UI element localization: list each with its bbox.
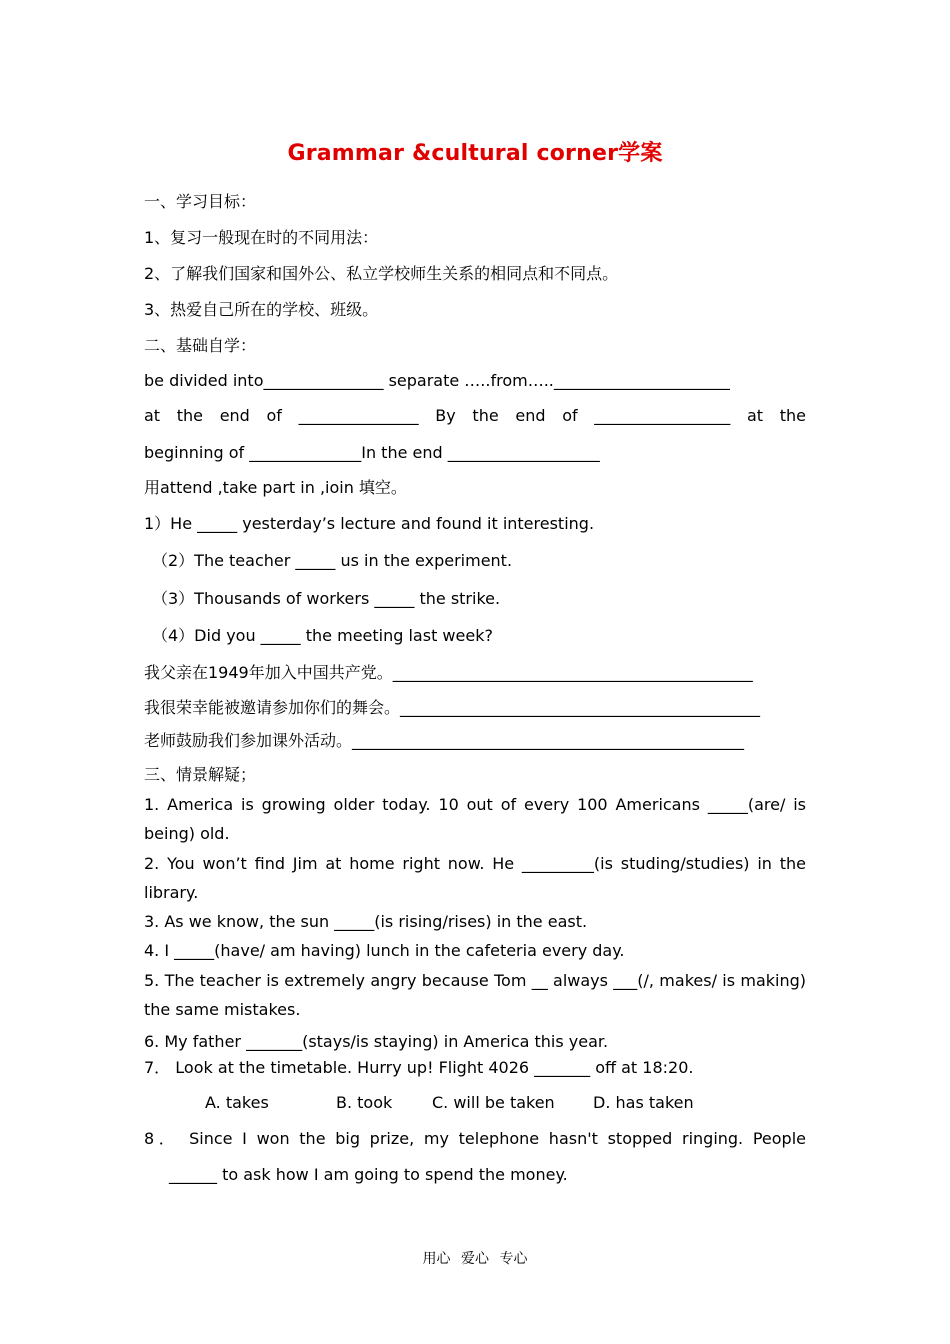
phrase-line: be divided into_______________ separate …..from…..______________________ xyxy=(144,371,730,390)
translation-item: 我父亲在1949年加入中国共产党。_____________________________________________ xyxy=(144,663,753,682)
fill-item: 1）He _____ yesterday’s lecture and found it interesting. xyxy=(144,514,595,533)
fill-item: （3）Thousands of workers _____ the strike. xyxy=(152,589,501,608)
question-item-continued: ______ to ask how I am going to spend the money. xyxy=(169,1165,568,1184)
fill-item: （4）Did you _____ the meeting last week? xyxy=(152,626,493,645)
translation-item: 老师鼓励我们参加课外活动。_________________________________________________ xyxy=(144,731,745,750)
option-d: D. has taken xyxy=(593,1093,694,1112)
question-item: 3. As we know, the sun _____(is rising/rises) in the east. xyxy=(144,912,588,931)
document-title: Grammar &cultural corner学案 xyxy=(287,141,663,166)
page-footer: 用心 爱心 专心 xyxy=(422,1251,528,1267)
question-item: 6. My father _______(stays/is staying) in America this year. xyxy=(144,1032,609,1051)
question-item: 8． Since I won the big prize, my telephone hasn't stopped ringing. People xyxy=(144,1129,806,1148)
objective-item: 2、了解我们国家和国外公、私立学校师生关系的相同点和不同点。 xyxy=(144,264,619,283)
fill-item: （2）The teacher _____ us in the experiment. xyxy=(152,551,513,570)
question-item: 5. The teacher is extremely angry because Tom __ always ___(/, makes/ is making) the same mistakes. xyxy=(144,971,806,1019)
answer-options xyxy=(205,1092,694,1114)
question-item: 7． Look at the timetable. Hurry up! Flight 4026 _______ off at 18:20. xyxy=(144,1058,694,1077)
question-item: 2. You won’t find Jim at home right now. He _________(is studing/studies) in the library. xyxy=(144,854,806,902)
question-item: 4. I _____(have/ am having) lunch in the cafeteria every day. xyxy=(144,941,625,960)
option-a: A. takes xyxy=(205,1093,269,1112)
section3-heading: 三、情景解疑； xyxy=(144,765,257,784)
phrase-line: at the end of _______________ By the end of _________________ at the xyxy=(144,406,806,425)
section2-heading: 二、基础自学： xyxy=(144,336,257,355)
section1-heading: 一、学习目标： xyxy=(144,192,257,211)
phrase-line: beginning of ______________In the end ___________________ xyxy=(144,443,600,462)
objective-item: 1、复习一般现在时的不同用法： xyxy=(144,228,379,247)
option-b: B. took xyxy=(336,1093,393,1112)
translation-item: 我很荣幸能被邀请参加你们的舞会。_____________________________________________ xyxy=(144,698,761,717)
question-item: 1. America is growing older today. 10 out of every 100 Americans _____(are/ is being) old. xyxy=(144,795,806,843)
objective-item: 3、热爱自己所在的学校、班级。 xyxy=(144,300,379,319)
option-c: C. will be taken xyxy=(432,1093,555,1112)
fill-instruction: 用attend ,take part in ,ioin 填空。 xyxy=(144,478,407,497)
